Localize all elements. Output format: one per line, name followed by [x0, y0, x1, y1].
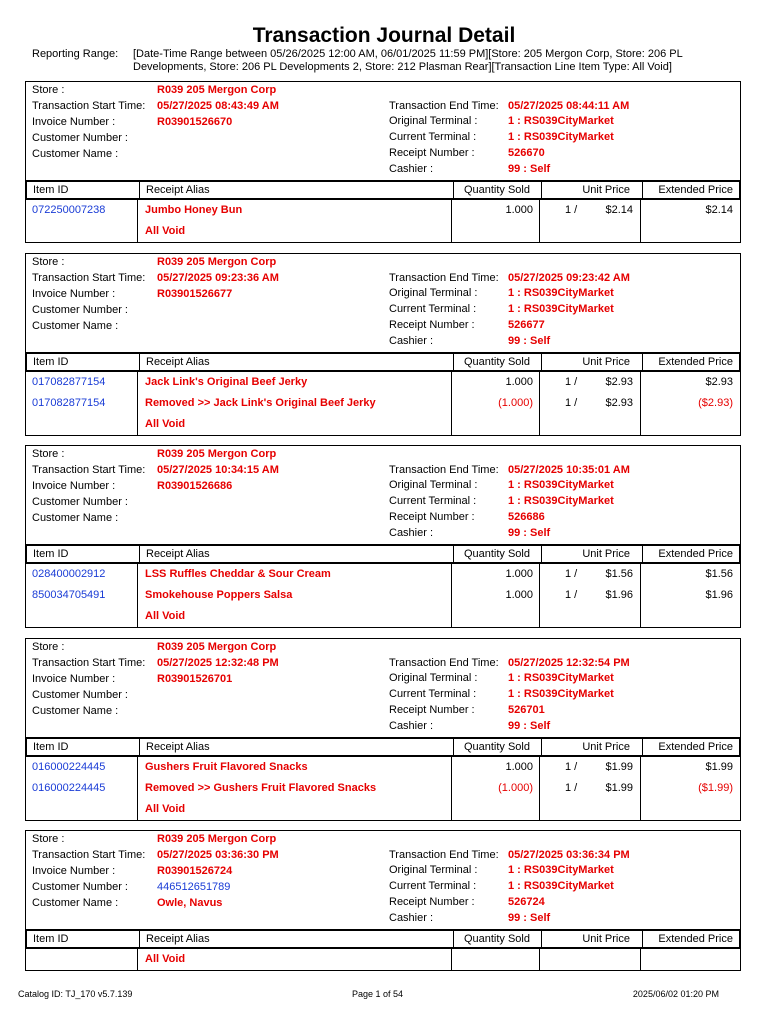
item-table	[26, 372, 740, 435]
unit-quantity: 1 /	[565, 761, 578, 773]
unit-quantity: 1 /	[565, 376, 578, 388]
transaction-block	[25, 81, 741, 243]
store-value: R039 205 Mergon Corp	[157, 256, 277, 268]
end-time-value: 05/27/2025 10:35:01 AM	[508, 464, 630, 476]
cashier-value: 99 : Self	[508, 720, 551, 732]
column-receipt-alias: Receipt Alias	[146, 184, 210, 196]
customer-name-label: Customer Name :	[32, 148, 119, 160]
footer-timestamp: 2025/06/02 01:20 PM	[632, 989, 719, 999]
unit-price: $1.99	[605, 782, 633, 794]
column-divider	[539, 372, 540, 435]
all-void-label: All Void	[145, 803, 186, 815]
column-unit-price: Unit Price	[582, 741, 630, 753]
end-time-value: 05/27/2025 09:23:42 AM	[508, 272, 630, 284]
current-terminal-label: Current Terminal :	[389, 131, 477, 143]
transaction-header	[26, 639, 740, 737]
column-divider	[137, 372, 138, 435]
receipt-number-value: 526677	[508, 319, 545, 331]
column-quantity-sold: Quantity Sold	[463, 356, 530, 368]
item-row	[26, 757, 740, 778]
cashier-label: Cashier :	[389, 720, 434, 732]
current-terminal-label: Current Terminal :	[389, 303, 477, 315]
column-divider	[541, 546, 542, 562]
column-unit-price: Unit Price	[582, 184, 630, 196]
start-time-label: Transaction Start Time:	[32, 464, 146, 476]
original-terminal-value: 1 : RS039CityMarket	[508, 864, 614, 876]
column-divider	[137, 200, 138, 242]
item-id: 017082877154	[32, 376, 106, 388]
start-time-label: Transaction Start Time:	[32, 100, 146, 112]
original-terminal-label: Original Terminal :	[389, 287, 478, 299]
column-header-row	[25, 180, 741, 200]
column-divider	[451, 564, 452, 627]
customer-number-label: Customer Number :	[32, 881, 128, 893]
original-terminal-value: 1 : RS039CityMarket	[508, 479, 614, 491]
void-row	[26, 949, 740, 970]
item-table	[26, 564, 740, 627]
start-time-label: Transaction Start Time:	[32, 657, 146, 669]
transaction-header	[26, 446, 740, 544]
column-divider	[539, 564, 540, 627]
item-id: 028400002912	[32, 568, 106, 580]
item-row	[26, 372, 740, 393]
invoice-label: Invoice Number :	[32, 865, 116, 877]
extended-price: ($2.93)	[698, 397, 733, 409]
reporting-range-text: [Date-Time Range between 05/26/2025 12:00 AM, 06/01/2025 11:59 PM][Store: 205 Mergon Corp, Store: 206 PL Developments, Store: 206 PL Developments 2, Store: 212 Plasman Rear][Transaction Line Item Type: All Void]	[133, 48, 683, 73]
store-label: Store :	[32, 448, 65, 460]
start-time-value: 05/27/2025 10:34:15 AM	[157, 464, 279, 476]
cashier-value: 99 : Self	[508, 163, 551, 175]
void-row	[26, 221, 740, 242]
store-label: Store :	[32, 833, 65, 845]
receipt-alias: Jack Link's Original Beef Jerky	[145, 376, 308, 388]
column-extended-price: Extended Price	[658, 741, 733, 753]
receipt-alias: Jumbo Honey Bun	[145, 204, 243, 216]
column-divider	[137, 757, 138, 820]
cashier-value: 99 : Self	[508, 335, 551, 347]
column-divider	[451, 757, 452, 820]
original-terminal-value: 1 : RS039CityMarket	[508, 287, 614, 299]
receipt-number-value: 526686	[508, 511, 545, 523]
customer-number-label: Customer Number :	[32, 132, 128, 144]
customer-name-value: Owle, Navus	[157, 897, 223, 909]
current-terminal-value: 1 : RS039CityMarket	[508, 688, 614, 700]
column-divider	[642, 931, 643, 947]
end-time-label: Transaction End Time:	[389, 100, 499, 112]
column-divider	[541, 739, 542, 755]
column-extended-price: Extended Price	[658, 548, 733, 560]
original-terminal-label: Original Terminal :	[389, 864, 478, 876]
quantity-sold: 1.000	[505, 589, 533, 601]
receipt-number-label: Receipt Number :	[389, 896, 475, 908]
item-row	[26, 778, 740, 799]
extended-price: $1.99	[705, 761, 733, 773]
customer-name-label: Customer Name :	[32, 897, 119, 909]
column-divider	[453, 546, 454, 562]
start-time-label: Transaction Start Time:	[32, 272, 146, 284]
column-divider	[137, 949, 138, 970]
current-terminal-value: 1 : RS039CityMarket	[508, 495, 614, 507]
original-terminal-value: 1 : RS039CityMarket	[508, 115, 614, 127]
receipt-alias: Removed >> Gushers Fruit Flavored Snacks	[145, 782, 377, 794]
column-divider	[640, 200, 641, 242]
column-unit-price: Unit Price	[582, 356, 630, 368]
quantity-sold: 1.000	[505, 761, 533, 773]
invoice-label: Invoice Number :	[32, 480, 116, 492]
receipt-number-label: Receipt Number :	[389, 147, 475, 159]
item-row	[26, 200, 740, 221]
column-divider	[453, 931, 454, 947]
column-divider	[451, 949, 452, 970]
start-time-value: 05/27/2025 12:32:48 PM	[157, 657, 279, 669]
item-table	[26, 949, 740, 970]
item-id: 850034705491	[32, 589, 106, 601]
column-divider	[139, 931, 140, 947]
column-quantity-sold: Quantity Sold	[463, 548, 530, 560]
transaction-header	[26, 254, 740, 352]
start-time-value: 05/27/2025 03:36:30 PM	[157, 849, 279, 861]
current-terminal-label: Current Terminal :	[389, 495, 477, 507]
quantity-sold: (1.000)	[498, 782, 533, 794]
store-value: R039 205 Mergon Corp	[157, 641, 277, 653]
unit-price: $1.99	[605, 761, 633, 773]
invoice-value: R03901526724	[157, 865, 233, 877]
column-divider	[539, 949, 540, 970]
column-divider	[451, 372, 452, 435]
extended-price: $1.96	[705, 589, 733, 601]
void-row	[26, 414, 740, 435]
unit-quantity: 1 /	[565, 568, 578, 580]
unit-price: $2.93	[605, 397, 633, 409]
end-time-value: 05/27/2025 08:44:11 AM	[508, 100, 630, 112]
column-divider	[642, 739, 643, 755]
customer-name-label: Customer Name :	[32, 512, 119, 524]
column-extended-price: Extended Price	[658, 184, 733, 196]
transaction-block	[25, 445, 741, 628]
store-label: Store :	[32, 84, 65, 96]
store-value: R039 205 Mergon Corp	[157, 84, 277, 96]
receipt-alias: Removed >> Jack Link's Original Beef Jerky	[145, 397, 376, 409]
current-terminal-label: Current Terminal :	[389, 880, 477, 892]
start-time-label: Transaction Start Time:	[32, 849, 146, 861]
all-void-label: All Void	[145, 953, 186, 965]
quantity-sold: 1.000	[505, 204, 533, 216]
item-id: 016000224445	[32, 761, 106, 773]
store-value: R039 205 Mergon Corp	[157, 833, 277, 845]
transaction-block	[25, 253, 741, 436]
quantity-sold: 1.000	[505, 376, 533, 388]
receipt-alias: Gushers Fruit Flavored Snacks	[145, 761, 308, 773]
footer-catalog-id: Catalog ID: TJ_170 v5.7.139	[18, 989, 133, 999]
column-divider	[137, 564, 138, 627]
item-table	[26, 200, 740, 242]
unit-price: $2.93	[605, 376, 633, 388]
invoice-value: R03901526701	[157, 673, 233, 685]
current-terminal-label: Current Terminal :	[389, 688, 477, 700]
column-divider	[539, 200, 540, 242]
invoice-label: Invoice Number :	[32, 288, 116, 300]
unit-quantity: 1 /	[565, 204, 578, 216]
receipt-alias: LSS Ruffles Cheddar & Sour Cream	[145, 568, 331, 580]
column-extended-price: Extended Price	[658, 933, 733, 945]
column-unit-price: Unit Price	[582, 933, 630, 945]
report-title: Transaction Journal Detail	[252, 24, 516, 47]
column-header-row	[25, 544, 741, 564]
column-divider	[640, 372, 641, 435]
original-terminal-value: 1 : RS039CityMarket	[508, 672, 614, 684]
column-item-id: Item ID	[33, 741, 69, 753]
receipt-number-value: 526670	[508, 147, 545, 159]
all-void-label: All Void	[145, 610, 186, 622]
receipt-number-label: Receipt Number :	[389, 511, 475, 523]
column-header-row	[25, 737, 741, 757]
invoice-value: R03901526670	[157, 116, 233, 128]
unit-price: $2.14	[605, 204, 633, 216]
column-divider	[642, 182, 643, 198]
customer-number-label: Customer Number :	[32, 304, 128, 316]
column-receipt-alias: Receipt Alias	[146, 356, 210, 368]
column-divider	[541, 354, 542, 370]
column-divider	[139, 739, 140, 755]
end-time-label: Transaction End Time:	[389, 849, 499, 861]
receipt-number-value: 526724	[508, 896, 545, 908]
column-receipt-alias: Receipt Alias	[146, 933, 210, 945]
column-item-id: Item ID	[33, 933, 69, 945]
original-terminal-label: Original Terminal :	[389, 672, 478, 684]
column-quantity-sold: Quantity Sold	[463, 184, 530, 196]
column-divider	[642, 546, 643, 562]
extended-price: ($1.99)	[698, 782, 733, 794]
end-time-label: Transaction End Time:	[389, 464, 499, 476]
customer-name-label: Customer Name :	[32, 320, 119, 332]
store-label: Store :	[32, 256, 65, 268]
void-row	[26, 606, 740, 627]
column-quantity-sold: Quantity Sold	[463, 741, 530, 753]
extended-price: $2.93	[705, 376, 733, 388]
cashier-value: 99 : Self	[508, 912, 551, 924]
invoice-label: Invoice Number :	[32, 116, 116, 128]
column-divider	[139, 182, 140, 198]
column-divider	[453, 182, 454, 198]
reporting-range-label: Reporting Range:	[32, 48, 119, 60]
quantity-sold: (1.000)	[498, 397, 533, 409]
customer-number-label: Customer Number :	[32, 689, 128, 701]
column-divider	[640, 757, 641, 820]
receipt-number-label: Receipt Number :	[389, 319, 475, 331]
invoice-value: R03901526686	[157, 480, 233, 492]
receipt-alias: Smokehouse Poppers Salsa	[145, 589, 293, 601]
unit-quantity: 1 /	[565, 782, 578, 794]
cashier-label: Cashier :	[389, 163, 434, 175]
column-item-id: Item ID	[33, 356, 69, 368]
unit-quantity: 1 /	[565, 589, 578, 601]
invoice-value: R03901526677	[157, 288, 233, 300]
end-time-label: Transaction End Time:	[389, 657, 499, 669]
column-unit-price: Unit Price	[582, 548, 630, 560]
transaction-block	[25, 638, 741, 821]
item-row	[26, 585, 740, 606]
cashier-label: Cashier :	[389, 527, 434, 539]
end-time-value: 05/27/2025 12:32:54 PM	[508, 657, 630, 669]
item-row	[26, 393, 740, 414]
end-time-value: 05/27/2025 03:36:34 PM	[508, 849, 630, 861]
column-quantity-sold: Quantity Sold	[463, 933, 530, 945]
receipt-number-value: 526701	[508, 704, 545, 716]
transaction-header	[26, 82, 740, 180]
unit-quantity: 1 /	[565, 397, 578, 409]
unit-price: $1.56	[605, 568, 633, 580]
column-divider	[640, 564, 641, 627]
column-divider	[139, 546, 140, 562]
column-divider	[451, 200, 452, 242]
customer-name-label: Customer Name :	[32, 705, 119, 717]
current-terminal-value: 1 : RS039CityMarket	[508, 303, 614, 315]
all-void-label: All Void	[145, 418, 186, 430]
original-terminal-label: Original Terminal :	[389, 115, 478, 127]
cashier-value: 99 : Self	[508, 527, 551, 539]
column-item-id: Item ID	[33, 548, 69, 560]
extended-price: $2.14	[705, 204, 733, 216]
all-void-label: All Void	[145, 225, 186, 237]
column-divider	[453, 739, 454, 755]
column-header-row	[25, 352, 741, 372]
cashier-label: Cashier :	[389, 912, 434, 924]
item-table	[26, 757, 740, 820]
start-time-value: 05/27/2025 08:43:49 AM	[157, 100, 279, 112]
receipt-number-label: Receipt Number :	[389, 704, 475, 716]
column-divider	[139, 354, 140, 370]
item-id: 017082877154	[32, 397, 106, 409]
end-time-label: Transaction End Time:	[389, 272, 499, 284]
column-divider	[539, 757, 540, 820]
column-header-row	[25, 929, 741, 949]
transaction-block	[25, 830, 741, 971]
column-receipt-alias: Receipt Alias	[146, 741, 210, 753]
void-row	[26, 799, 740, 820]
footer-page-number: Page 1 of 54	[352, 989, 404, 999]
extended-price: $1.56	[705, 568, 733, 580]
unit-price: $1.96	[605, 589, 633, 601]
cashier-label: Cashier :	[389, 335, 434, 347]
quantity-sold: 1.000	[505, 568, 533, 580]
item-row	[26, 564, 740, 585]
original-terminal-label: Original Terminal :	[389, 479, 478, 491]
column-item-id: Item ID	[33, 184, 69, 196]
column-extended-price: Extended Price	[658, 356, 733, 368]
customer-number-value: 446512651789	[157, 881, 231, 893]
customer-number-label: Customer Number :	[32, 496, 128, 508]
column-divider	[541, 931, 542, 947]
column-divider	[642, 354, 643, 370]
item-id: 072250007238	[32, 204, 106, 216]
store-value: R039 205 Mergon Corp	[157, 448, 277, 460]
column-divider	[640, 949, 641, 970]
current-terminal-value: 1 : RS039CityMarket	[508, 880, 614, 892]
store-label: Store :	[32, 641, 65, 653]
start-time-value: 05/27/2025 09:23:36 AM	[157, 272, 279, 284]
column-divider	[453, 354, 454, 370]
item-id: 016000224445	[32, 782, 106, 794]
column-receipt-alias: Receipt Alias	[146, 548, 210, 560]
column-divider	[541, 182, 542, 198]
current-terminal-value: 1 : RS039CityMarket	[508, 131, 614, 143]
transaction-header	[26, 831, 740, 929]
invoice-label: Invoice Number :	[32, 673, 116, 685]
